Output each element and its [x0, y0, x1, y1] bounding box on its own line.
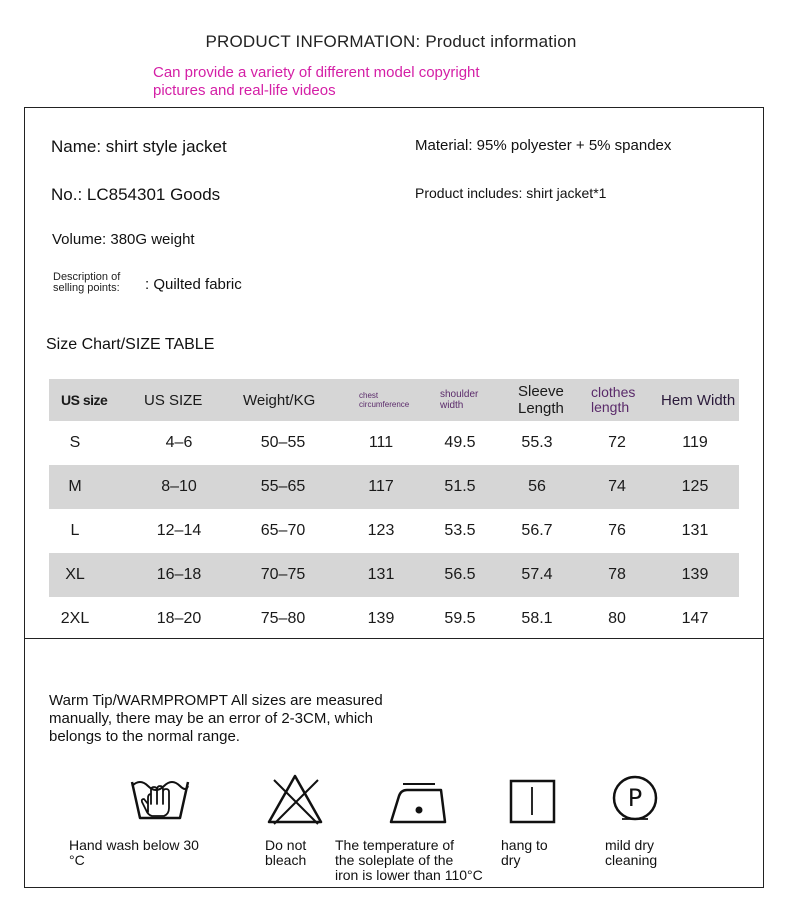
header-us-size-bold: US size — [61, 392, 108, 408]
table-row — [49, 597, 739, 641]
header-sleeve-line-1: Sleeve — [518, 383, 564, 400]
size-table — [49, 379, 739, 641]
do-not-bleach-icon — [266, 772, 324, 826]
cell-shoulder: 59.5 — [444, 610, 476, 627]
product-includes: Product includes: shirt jacket*1 — [415, 185, 607, 201]
header-chest — [359, 379, 409, 421]
header-hem: Hem Width — [661, 391, 736, 409]
hand-wash-label-line-2: °C — [69, 852, 85, 868]
cell-hem: 125 — [681, 478, 709, 495]
promo-note-line-1: Can provide a variety of different model copyright — [153, 64, 480, 81]
cell-us-size-range: 12–14 — [156, 522, 202, 539]
cell-weight: 65–70 — [260, 522, 306, 539]
product-volume: Volume: 380G weight — [52, 231, 195, 248]
do-not-bleach-label — [265, 838, 306, 868]
cell-shoulder: 51.5 — [444, 478, 476, 495]
iron-label-line-3: iron is lower than 110°C — [335, 867, 483, 883]
cell-chest: 123 — [367, 522, 395, 539]
size-table-header — [49, 379, 739, 421]
cell-weight: 75–80 — [260, 610, 306, 627]
header-sleeve-line-2: Length — [518, 400, 564, 417]
hand-wash-label-line-1: Hand wash below 30 — [69, 837, 199, 853]
warm-tip: Warm Tip/WARMPROMPT All sizes are measured manually, there may be an error of 2-3CM, which belongs to the normal range. — [49, 692, 383, 745]
header-weight: Weight/KG — [243, 391, 316, 409]
iron-low-temp-icon — [387, 780, 449, 826]
cell-sleeve: 57.4 — [521, 566, 553, 583]
cell-hem: 119 — [682, 434, 708, 451]
header-shoulder-line-2: width — [440, 400, 464, 411]
dry-cleaning-label-line-2: cleaning — [605, 852, 658, 868]
cell-chest: 111 — [368, 434, 394, 451]
cell-clothes-length: 72 — [608, 434, 626, 451]
header-chest-line-1: chest — [359, 391, 379, 400]
cell-sleeve: 56.7 — [521, 522, 553, 539]
cell-chest: 117 — [368, 478, 394, 495]
cell-weight: 70–75 — [260, 566, 306, 583]
cell-us-size-range: 4–6 — [165, 434, 193, 451]
header-chest-line-2: circumference — [359, 400, 410, 409]
cell-chest: 131 — [367, 566, 395, 583]
selling-points-label-line-2: selling points: — [53, 282, 120, 294]
size-chart-heading: Size Chart/SIZE TABLE — [46, 336, 215, 353]
product-material: Material: 95% polyester + 5% spandex — [415, 137, 672, 154]
do-not-bleach-label-line-2: bleach — [265, 852, 307, 868]
cell-sleeve: 55.3 — [521, 434, 553, 451]
table-row — [49, 553, 739, 597]
cell-clothes-length: 74 — [608, 478, 626, 495]
iron-label-line-2: the soleplate of the — [335, 852, 454, 868]
header-clothes-line-1: clothes — [591, 384, 636, 400]
cell-weight: 55–65 — [260, 478, 306, 495]
product-name: Name: shirt style jacket — [51, 137, 227, 156]
dry-cleaning-label-line-1: mild dry — [605, 837, 655, 853]
do-not-bleach-label-line-1: Do not — [265, 837, 307, 853]
hang-dry-icon — [509, 779, 557, 825]
selling-points-label — [53, 272, 120, 294]
cell-sleeve: 58.1 — [521, 610, 553, 627]
cell-us-size-range: 8–10 — [161, 478, 197, 495]
hang-dry-label — [501, 838, 548, 868]
header-sleeve — [518, 379, 564, 421]
hand-wash-icon — [128, 774, 192, 824]
cell-us-size-range: 18–20 — [156, 610, 202, 627]
cell-weight: 50–55 — [260, 434, 306, 451]
header-clothes — [591, 379, 635, 421]
product-number: No.: LC854301 Goods — [51, 185, 221, 204]
cell-clothes-length: 80 — [608, 610, 626, 627]
iron-label — [335, 838, 483, 883]
cell-us-size-range: 16–18 — [156, 566, 202, 583]
cell-shoulder: 49.5 — [444, 434, 476, 451]
cell-us-size: M — [68, 478, 82, 495]
cell-us-size: L — [70, 522, 80, 539]
cell-shoulder: 53.5 — [444, 522, 476, 539]
dry-cleaning-label — [605, 838, 657, 868]
selling-points-value: : Quilted fabric — [145, 276, 242, 293]
hang-dry-label-line-2: dry — [501, 852, 521, 868]
promo-note — [153, 64, 480, 100]
cell-hem: 139 — [681, 566, 709, 583]
cell-us-size: S — [69, 434, 81, 451]
page-title: PRODUCT INFORMATION: Product information — [205, 32, 577, 51]
cell-clothes-length: 76 — [608, 522, 626, 539]
cell-clothes-length: 78 — [608, 566, 626, 583]
cell-us-size: XL — [65, 566, 85, 583]
header-shoulder-line-1: shoulder — [440, 389, 479, 400]
table-row — [49, 465, 739, 509]
selling-points-label-line-1: Description of — [53, 271, 121, 283]
promo-note-line-2: pictures and real-life videos — [153, 82, 336, 99]
header-us-size: US SIZE — [144, 391, 203, 409]
header-clothes-line-2: length — [591, 399, 630, 415]
cell-sleeve: 56 — [528, 478, 546, 495]
cell-hem: 131 — [681, 522, 709, 539]
table-row — [49, 509, 739, 553]
cell-hem: 147 — [681, 610, 709, 627]
cell-shoulder: 56.5 — [444, 566, 476, 583]
iron-label-line-1: The temperature of — [335, 837, 455, 853]
table-row — [49, 421, 739, 465]
hand-wash-label — [69, 838, 199, 868]
hang-dry-label-line-1: hang to — [501, 837, 548, 853]
header-shoulder — [440, 379, 478, 421]
dry-cleaning-symbol: P — [627, 784, 643, 812]
cell-us-size: 2XL — [60, 610, 90, 627]
dry-cleaning-icon — [610, 773, 660, 823]
cell-chest: 139 — [367, 610, 395, 627]
